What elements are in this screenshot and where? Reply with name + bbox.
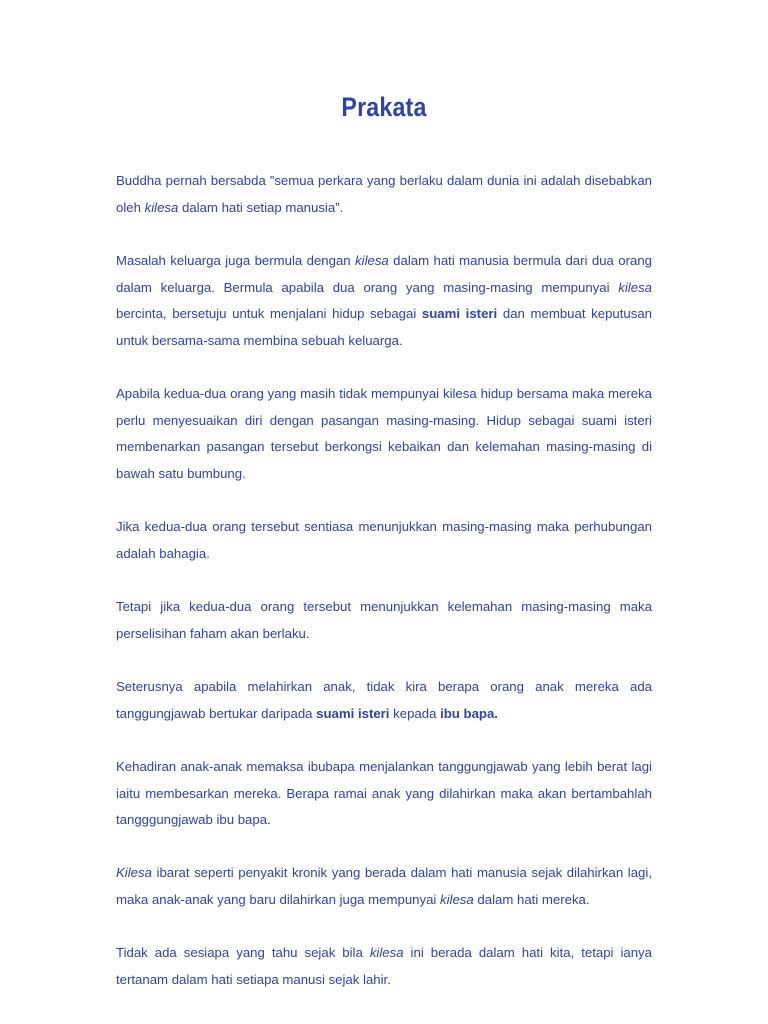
page-title: Prakata bbox=[341, 92, 427, 122]
text-run: ini berada dalam hati kita, tetapi ianya tertanam dalam hati setiapa manusi sejak lahir. bbox=[116, 945, 652, 987]
paragraph-9 bbox=[116, 940, 652, 993]
text-run: Masalah keluarga juga bermula dengan bbox=[116, 253, 356, 268]
text-run: bercinta, bersetuju untuk menjalani hidup sebagai bbox=[116, 306, 422, 322]
paragraph-1 bbox=[116, 168, 652, 221]
paragraph-2 bbox=[116, 248, 652, 355]
italic-term: Kilesa bbox=[116, 865, 152, 880]
paragraph-4: Jika kedua-dua orang tersebut sentiasa menunjukkan masing-masing maka perhubungan adalah bahagia. bbox=[116, 519, 652, 561]
italic-term: kilesa bbox=[618, 279, 652, 295]
bold-term: suami isteri bbox=[316, 705, 390, 721]
bold-term: suami isteri bbox=[421, 306, 498, 322]
italic-term: kilesa bbox=[144, 199, 179, 215]
paragraph-7: Kehadiran anak-anak memaksa ibubapa menjalankan tanggungjawab yang lebih berat lagi iaitu membesarkan mereka. Berapa ramai anak yang dilahirkan maka akan bertambahlah tangggungjawab ibu bapa. bbox=[116, 759, 652, 828]
text-run: Seterusnya apabila melahirkan anak, tidak kira berapa orang anak mereka ada tanggungjawab bertukar daripada bbox=[116, 679, 652, 721]
italic-term: kilesa bbox=[369, 945, 404, 960]
text-run: kepada bbox=[389, 705, 441, 721]
paragraph-6 bbox=[116, 674, 652, 727]
paragraph-5: Tetapi jika kedua-dua orang tersebut menunjukkan kelemahan masing-masing maka perselisihan faham akan berlaku. bbox=[116, 599, 652, 641]
text-run: dalam hati manusia bermula dari dua orang dalam keluarga. Bermula apabila dua orang yang masing-masing mempunyai bbox=[116, 253, 652, 295]
text-run: ibarat seperti penyakit kronik yang berada dalam hati manusia sejak dilahirkan lagi, maka anak-anak yang baru dilahirkan juga mempunyai bbox=[116, 865, 652, 907]
bold-term: ibu bapa. bbox=[440, 705, 498, 721]
italic-term: kilesa bbox=[355, 253, 389, 268]
text-run: dan membuat keputusan untuk bersama-sama membina sebuah keluarga. bbox=[116, 306, 653, 349]
text-run: dalam hati setiap manusia”. bbox=[178, 199, 344, 215]
text-run: dalam hati mereka. bbox=[473, 891, 590, 907]
paragraph-3: Apabila kedua-dua orang yang masih tidak mempunyai kilesa hidup bersama maka mereka perlu menyesuaikan diri dengan pasangan masing-masing. Hidup sebagai suami isteri membenarkan pasangan tersebut berkongsi kebaikan dan kelemahan masing-masing di bawah satu bumbung. bbox=[116, 386, 652, 482]
text-run: Buddha pernah bersabda ”semua perkara yang berlaku dalam dunia ini adalah disebabkan oleh bbox=[116, 173, 652, 215]
paragraph-8 bbox=[116, 860, 652, 913]
text-run: Tidak ada sesiapa yang tahu sejak bila bbox=[116, 945, 370, 960]
italic-term: kilesa bbox=[440, 891, 474, 907]
